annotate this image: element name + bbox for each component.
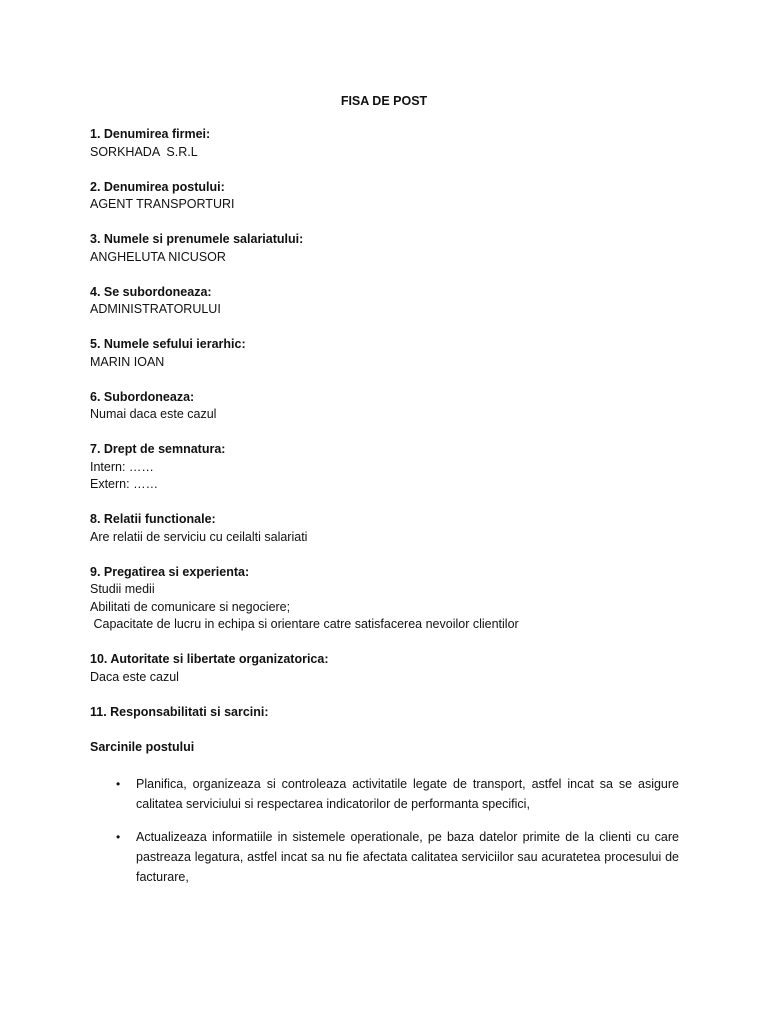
section-subordinates xyxy=(90,389,690,424)
document-body xyxy=(90,126,690,900)
bullet-icon: • xyxy=(116,776,121,791)
section-value: Numai daca este cazul xyxy=(90,407,217,421)
section-value: SORKHADA S.R.L xyxy=(90,144,198,159)
section-training-experience xyxy=(90,564,690,634)
section-value: ADMINISTRATORULUI xyxy=(90,302,221,316)
section-heading: 7. Drept de semnatura: xyxy=(90,442,226,456)
section-functional-relations xyxy=(90,511,690,546)
section-heading: 4. Se subordoneaza: xyxy=(90,284,212,299)
section-reports-to xyxy=(90,284,690,319)
section-job-title xyxy=(90,179,690,214)
section-heading: 5. Numele sefului ierarhic: xyxy=(90,337,246,351)
section-heading: 3. Numele si prenumele salariatului: xyxy=(90,232,304,246)
list-item xyxy=(90,774,679,814)
section-signature-rights xyxy=(90,441,690,494)
section-heading: 6. Subordoneaza: xyxy=(90,389,195,404)
task-text: Actualizeaza informatiile in sistemele operationale, pe baza datelor primite de la clienti cu care pastreaza legatura, astfel incat sa nu fie afectata calitatea serviciilor sau acuratetea procesului de facturare, xyxy=(136,829,679,884)
list-item xyxy=(90,827,679,887)
task-text: Planifica, organizeaza si controleaza activitatile legate de transport, astfel incat sa se asigure calitatea serviciului si respectarea indicatorilor de performanta specifici, xyxy=(136,776,679,811)
section-value: AGENT TRANSPORTURI xyxy=(90,197,235,211)
section-value: Extern: …… xyxy=(90,477,159,491)
section-value: Capacitate de lucru in echipa si orientare catre satisfacerea nevoilor clientilor xyxy=(90,617,519,631)
section-value: Daca este cazul xyxy=(90,669,179,684)
tasks-heading: Sarcinile postului xyxy=(90,739,195,754)
section-authority xyxy=(90,651,690,686)
document-title: FISA DE POST xyxy=(340,94,428,108)
section-responsibilities xyxy=(90,704,690,722)
section-company-name xyxy=(90,126,690,161)
section-employee-name xyxy=(90,231,690,266)
section-heading: 10. Autoritate si libertate organizatorica: xyxy=(90,652,329,666)
section-manager-name xyxy=(90,336,690,371)
section-value: Abilitati de comunicare si negociere; xyxy=(90,599,291,614)
bullet-icon: • xyxy=(116,829,121,844)
section-heading: 2. Denumirea postului: xyxy=(90,179,225,194)
section-value: Studii medii xyxy=(90,582,155,596)
section-value: MARIN IOAN xyxy=(90,354,165,369)
section-heading: 11. Responsabilitati si sarcini: xyxy=(90,704,269,719)
section-heading: 1. Denumirea firmei: xyxy=(90,127,211,141)
section-heading: 8. Relatii functionale: xyxy=(90,512,216,526)
section-value: Are relatii de serviciu cu ceilalti salariati xyxy=(90,529,308,544)
section-heading: 9. Pregatirea si experienta: xyxy=(90,564,250,579)
section-value: ANGHELUTA NICUSOR xyxy=(90,249,226,264)
task-list xyxy=(90,774,690,887)
section-value: Intern: …… xyxy=(90,459,154,474)
